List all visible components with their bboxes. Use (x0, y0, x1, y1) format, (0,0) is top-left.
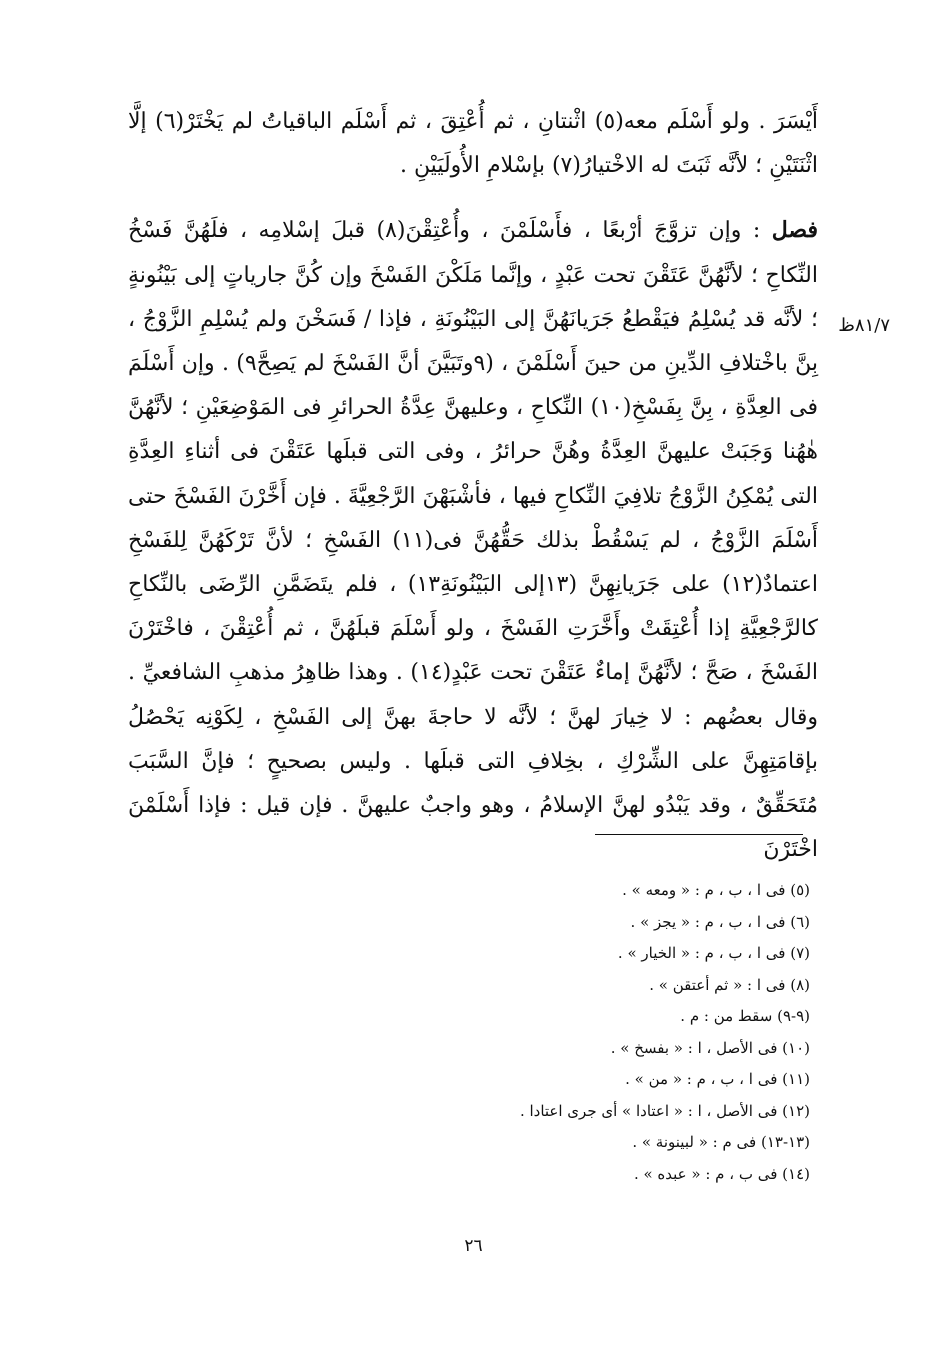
footnote-7: (٧) فى ا ، ب ، م : « الخيار » . (617, 944, 810, 962)
footnote-6: (٦) فى ا ، ب ، م : « يجز » . (630, 912, 810, 931)
main-text (128, 100, 818, 872)
footnote-10: (١٠) فى الأصل ، ا : « بفسخ » . (610, 1038, 810, 1057)
page-number: ٢٦ (464, 1236, 483, 1256)
paragraph-1 (128, 100, 818, 188)
footnote-divider (595, 834, 803, 835)
footnote-9: (٩-٩) سقط من : م . (680, 1007, 810, 1025)
footnote-5: (٥) فى ا ، ب ، م : « ومعه » . (622, 881, 810, 899)
footnote-14: (١٤) فى ب ، م : « عبده » . (633, 1164, 810, 1183)
footnote-11: (١١) فى ا ، ب ، م : « من » . (625, 1070, 810, 1088)
footnote-13: (١٣-١٣) فى م : « لبينونة » . (632, 1133, 810, 1151)
paragraph-2 (128, 208, 818, 872)
footnote-12: (١٢) فى الأصل ، ا : « اعتادا » أى جرى اعتادا . (519, 1101, 810, 1120)
footnote-8: (٨) فى ا : « ثم أعتقن » . (649, 975, 810, 994)
paragraph-2-text: : وإن تزوَّجَ أرْبعًا ، فأَسْلَمْنَ ، وأُعْتِقْنَ(٨) قبلَ إسْلامِه ، فلَهُنَّ فَسْخُ النِّكاحِ ؛ لأنَّهُنَّ عَتَقْنَ تحت عَبْدٍ ، وإنَّما مَلَكْنَ الفَسْخَ وإن كُنَّ جارياتٍ إلى بَيْنُونةٍ ؛ لأنَّه قد يُسْلِمُ فيَقْطعُ جَرَيانَهُنَّ إلى البَيْنُونَةِ ، فإذا / فَسَخْنَ ولم يُسْلِمِ الزَّوْجُ ، بِنَّ باخْتلافِ الدِّينِ من حينَ أَسْلَمْنَ ، (٩وتَبَيَّنَ أنَّ الفَسْخَ لم يَصِحَّ٩) . وإن أَسْلَمَ فى العِدَّةِ ، بِنَّ بِفَسْخِ(١٠) النِّكاحِ ، وعليهنَّ عِدَّةُ الحرائرِ فى المَوْضِعَيْنِ ؛ لأنَّهُنَّ هٰهُنا وَجَبَتْ عليهنَّ العِدَّةُ وهُنَّ حرائرُ ، وفى التى قبلَها عَتَقْنَ فى أثناءِ العِدَّةِ التى يُمْكِنُ الزَّوْجُ تلافِيَ النِّكاحِ فيها ، فأشْبَهْنَ الرَّجْعِيَّةَ . فإن أَخَّرْنَ الفَسْخَ حتى أَسْلَمَ الزَّوْجُ ، لم يَسْقُطْ بذلك حَقُّهُنَّ فى(١١) الفَسْخِ ؛ لأنَّ تَرْكَهُنَّ لِلفَسْخِ اعتمادٌ(١٢) على جَرَيانِهِنَّ (١٣إلى البَيْنُونَةِ١٣) ، فلم يتَضَمَّنِ الرِّضَى بالنِّكاحِ كالرَّجْعِيَّةِ إذا أُعْتِقَتْ وأَخَّرَتِ الفَسْخَ ، ولو أَسْلَمَ قبلَهُنَّ ، ثم أُعْتِقْنَ ، فاخْتَرْنَ الفَسْخَ ، صَحَّ ؛ لأنَّهُنَّ إماءٌ عَتَقْنَ تحت عَبْدٍ(١٤) . وهذا ظاهِرُ مذهبِ الشافعيِّ . وقال بعضُهم : لا خِيارَ لهنَّ ؛ لأنَّه لا حاجةَ بهنَّ إلى الفَسْخِ ، لِكَوْنِه يَحْصُلُ بإقامَتِهِنَّ على الشِّرْكِ ، بخِلافِ التى قبلَها . وليس بصحيحٍ ؛ فإنَّ السَّبَبَ مُتَحَقِّقٌ ، وقد يَبْدُو لهنَّ الإسلامُ ، وهو واجبٌ عليهنَّ . فإن قيل : فإذا أَسْلَمْنَ اخْتَرْنَ (128, 218, 819, 863)
paragraph-1-text: أَيْسَرَ . ولو أَسْلَم معه(٥) اثْنتانِ ، ثم أُعْتِقَ ، ثم أَسْلَم الباقياتُ لم يَخْتَرْ(٦) إلَّا اثْنَتَيْنِ ؛ لأنَّه ثَبَتَ له الاخْتيارُ(٧) بإسْلامِ الأُولَيَيْنِ . (128, 109, 818, 179)
footnotes-list (300, 875, 810, 1190)
section-heading-fasl: فصل (771, 217, 819, 244)
margin-folio-reference: ٨١/٧ظ (838, 315, 890, 336)
